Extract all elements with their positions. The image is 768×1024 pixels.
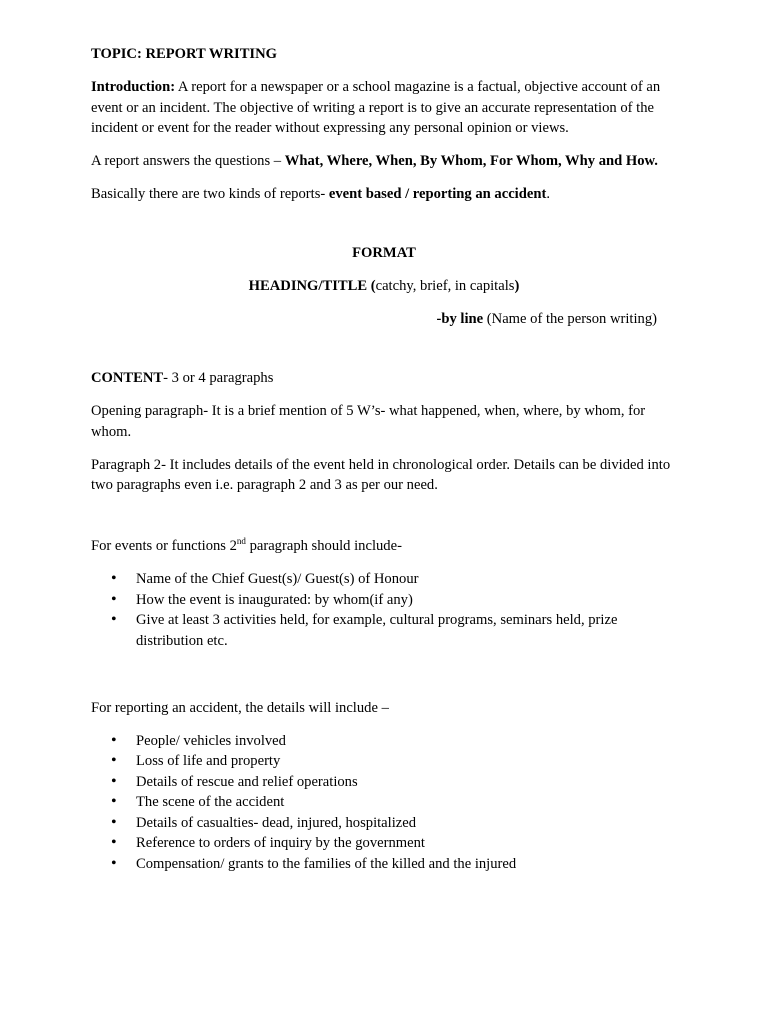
heading-title-note: catchy, brief, in capitals — [375, 278, 515, 294]
questions-list: What, Where, When, By Whom, For Whom, Why and How. — [284, 153, 658, 169]
kinds-bold: event based / reporting an accident — [328, 186, 547, 202]
heading-title-bold: HEADING/TITLE ( — [248, 278, 376, 294]
list-item: • The scene of the accident — [91, 792, 677, 813]
list-item: • People/ vehicles involved — [91, 731, 677, 752]
events-intro-prefix: For events or functions 2 — [91, 538, 237, 554]
list-item: • Name of the Chief Guest(s)/ Guest(s) of Honour — [91, 569, 677, 590]
list-item: • Details of rescue and relief operations — [91, 772, 677, 793]
introduction-paragraph — [91, 77, 677, 139]
format-title: FORMAT — [352, 245, 416, 261]
events-intro-sup: nd — [236, 536, 246, 547]
document-page — [91, 44, 677, 887]
accident-list — [91, 731, 677, 875]
content-text: - 3 or 4 paragraphs — [163, 370, 274, 386]
list-item: • Reference to orders of inquiry by the government — [91, 833, 677, 854]
questions-prefix: A report answers the questions – — [91, 153, 285, 169]
topic-heading: TOPIC: REPORT WRITING — [91, 46, 277, 62]
content-label: CONTENT — [91, 370, 164, 386]
opening-paragraph: Opening paragraph- It is a brief mention of 5 W’s- what happened, when, where, by whom, for whom. — [91, 403, 646, 440]
list-item: • Details of casualties- dead, injured, hospitalized — [91, 813, 677, 834]
events-intro-suffix: paragraph should include- — [245, 538, 402, 554]
list-item: • How the event is inaugurated: by whom(if any) — [91, 590, 677, 611]
events-list — [91, 569, 677, 651]
introduction-text: A report for a newspaper or a school magazine is a factual, objective account of an event or an incident. The objective of writing a report is to give an accurate representation of the incident or event for the reader without expressing any personal opinion or views. — [91, 79, 661, 136]
heading-title-close: ) — [514, 278, 520, 294]
kinds-prefix: Basically there are two kinds of reports- — [91, 186, 329, 202]
introduction-label: Introduction: — [91, 79, 176, 95]
heading-title-line — [91, 276, 677, 297]
paragraph-2: Paragraph 2- It includes details of the event held in chronological order. Details can be divided into two paragraphs even i.e. paragraph 2 and 3 as per our need. — [91, 456, 671, 493]
content-paragraph — [91, 368, 677, 389]
kinds-paragraph — [91, 184, 677, 205]
byline-note: (Name of the person writing) — [483, 311, 657, 327]
questions-paragraph — [91, 151, 677, 172]
events-intro — [91, 536, 677, 557]
accident-intro: For reporting an accident, the details will include – — [91, 699, 389, 716]
kinds-suffix: . — [546, 186, 550, 202]
list-item: • Compensation/ grants to the families of the killed and the injured — [91, 854, 677, 875]
list-item: • Loss of life and property — [91, 751, 677, 772]
list-item: • Give at least 3 activities held, for example, cultural programs, seminars held, prize distribution etc. — [91, 610, 677, 651]
byline-line — [91, 309, 677, 330]
byline-bold: -by line — [436, 311, 484, 327]
